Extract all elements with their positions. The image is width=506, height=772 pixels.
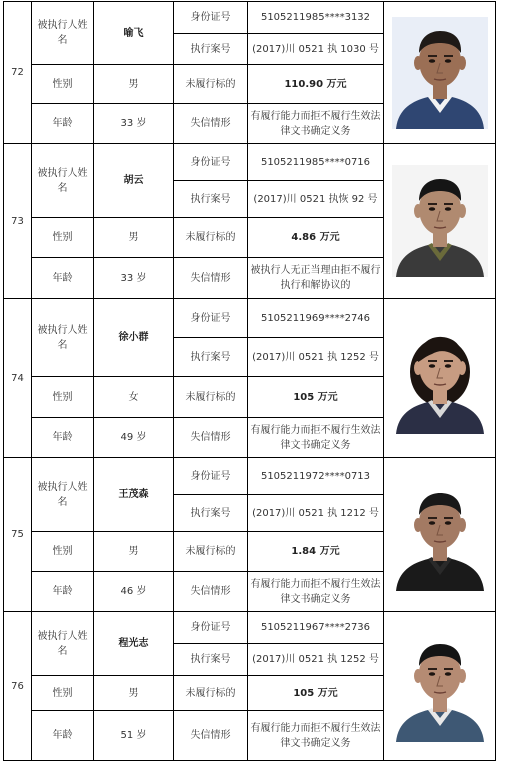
situation-label: 失信情形	[174, 418, 248, 458]
situation-label: 失信情形	[174, 258, 248, 299]
portrait-photo	[392, 630, 488, 742]
case-no-label: 执行案号	[174, 644, 248, 676]
amount-value: 1.84 万元	[248, 532, 384, 572]
name-value: 喻飞	[94, 2, 174, 65]
portrait-photo	[392, 17, 488, 129]
amount-label: 未履行标的	[174, 65, 248, 104]
case-no-value: (2017)川 0521 执 1030 号	[248, 34, 384, 65]
photo-cell	[384, 299, 496, 458]
id-card-label: 身份证号	[174, 299, 248, 338]
situation-label: 失信情形	[174, 104, 248, 144]
portrait-photo	[392, 165, 488, 277]
amount-value: 105 万元	[248, 676, 384, 711]
age-value: 46 岁	[94, 572, 174, 612]
case-no-value: (2017)川 0521 执恢 92 号	[248, 181, 384, 218]
id-card-value: 5105211969****2746	[248, 299, 384, 338]
record-row	[4, 2, 496, 34]
name-label: 被执行人姓名	[32, 2, 94, 65]
age-label: 年龄	[32, 572, 94, 612]
amount-value: 110.90 万元	[248, 65, 384, 104]
name-label: 被执行人姓名	[32, 299, 94, 377]
age-value: 49 岁	[94, 418, 174, 458]
record-index: 72	[4, 2, 32, 144]
situation-value: 有履行能力而拒不履行生效法律文书确定义务	[248, 418, 384, 458]
id-card-label: 身份证号	[174, 144, 248, 181]
case-no-label: 执行案号	[174, 338, 248, 377]
gender-value: 女	[94, 377, 174, 418]
case-no-label: 执行案号	[174, 34, 248, 65]
age-value: 33 岁	[94, 258, 174, 299]
amount-label: 未履行标的	[174, 676, 248, 711]
gender-label: 性别	[32, 218, 94, 258]
case-no-value: (2017)川 0521 执 1252 号	[248, 644, 384, 676]
id-card-value: 5105211972****0713	[248, 458, 384, 495]
case-no-value: (2017)川 0521 执 1212 号	[248, 495, 384, 532]
gender-value: 男	[94, 676, 174, 711]
id-card-value: 5105211985****0716	[248, 144, 384, 181]
photo-cell	[384, 2, 496, 144]
situation-value: 有履行能力而拒不履行生效法律文书确定义务	[248, 104, 384, 144]
record-index: 73	[4, 144, 32, 299]
id-card-value: 5105211985****3132	[248, 2, 384, 34]
name-value: 王茂森	[94, 458, 174, 532]
name-value: 胡云	[94, 144, 174, 218]
record-index: 75	[4, 458, 32, 612]
situation-label: 失信情形	[174, 572, 248, 612]
case-no-label: 执行案号	[174, 181, 248, 218]
age-label: 年龄	[32, 418, 94, 458]
record-row	[4, 299, 496, 338]
gender-label: 性别	[32, 676, 94, 711]
amount-label: 未履行标的	[174, 532, 248, 572]
id-card-value: 5105211967****2736	[248, 612, 384, 644]
gender-label: 性别	[32, 377, 94, 418]
gender-value: 男	[94, 532, 174, 572]
photo-cell	[384, 612, 496, 761]
record-index: 74	[4, 299, 32, 458]
name-value: 程光志	[94, 612, 174, 676]
age-label: 年龄	[32, 711, 94, 761]
amount-value: 105 万元	[248, 377, 384, 418]
name-label: 被执行人姓名	[32, 144, 94, 218]
table-body	[4, 2, 496, 761]
age-label: 年龄	[32, 258, 94, 299]
gender-label: 性别	[32, 65, 94, 104]
situation-value: 有履行能力而拒不履行生效法律文书确定义务	[248, 711, 384, 761]
situation-label: 失信情形	[174, 711, 248, 761]
age-value: 51 岁	[94, 711, 174, 761]
gender-value: 男	[94, 65, 174, 104]
record-index: 76	[4, 612, 32, 761]
amount-label: 未履行标的	[174, 377, 248, 418]
case-no-label: 执行案号	[174, 495, 248, 532]
gender-value: 男	[94, 218, 174, 258]
id-card-label: 身份证号	[174, 458, 248, 495]
gender-label: 性别	[32, 532, 94, 572]
case-no-value: (2017)川 0521 执 1252 号	[248, 338, 384, 377]
name-label: 被执行人姓名	[32, 458, 94, 532]
id-card-label: 身份证号	[174, 612, 248, 644]
id-card-label: 身份证号	[174, 2, 248, 34]
amount-value: 4.86 万元	[248, 218, 384, 258]
amount-label: 未履行标的	[174, 218, 248, 258]
photo-cell	[384, 144, 496, 299]
dishonest-debtor-table	[3, 1, 496, 761]
record-row	[4, 612, 496, 644]
name-value: 徐小群	[94, 299, 174, 377]
portrait-photo	[392, 322, 488, 434]
photo-cell	[384, 458, 496, 612]
situation-value: 有履行能力而拒不履行生效法律文书确定义务	[248, 572, 384, 612]
situation-value: 被执行人无正当理由拒不履行执行和解协议的	[248, 258, 384, 299]
record-row	[4, 458, 496, 495]
age-label: 年龄	[32, 104, 94, 144]
record-row	[4, 144, 496, 181]
age-value: 33 岁	[94, 104, 174, 144]
name-label: 被执行人姓名	[32, 612, 94, 676]
portrait-photo	[392, 479, 488, 591]
